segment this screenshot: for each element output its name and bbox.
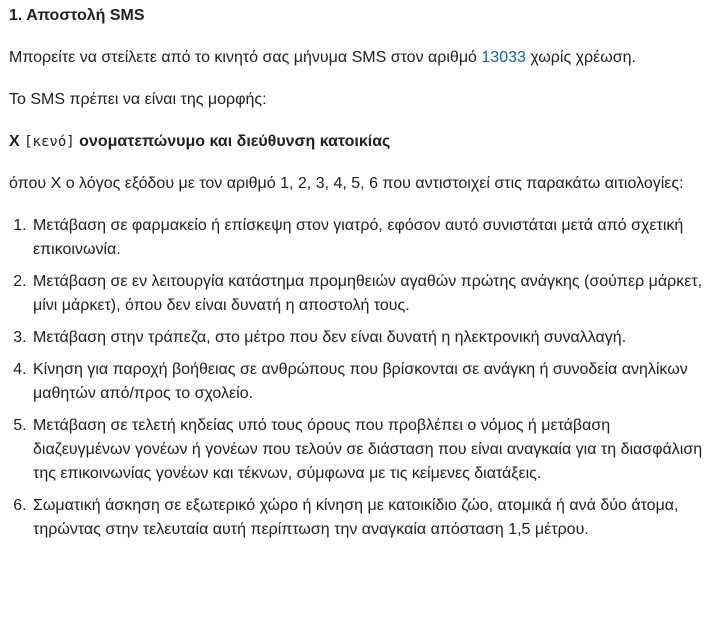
format-x: Χ [9, 133, 20, 150]
reasons-list [9, 214, 718, 542]
intro-paragraph [9, 46, 718, 70]
list-item: 4. Κίνηση για παροχή βοήθειας σε ανθρώπους που βρίσκονται σε ανάγκη ή συνοδεία ανηλίκων μαθητών από/προς το σχολείο. [31, 358, 703, 406]
format-intro: Το SMS πρέπει να είναι της μορφής: [9, 91, 267, 108]
intro-text-start: Μπορείτε να στείλετε από το κινητό σας μήνυμα SMS στον αριθμό [9, 49, 482, 66]
intro-text-end: χωρίς χρέωση. [525, 49, 636, 66]
list-item: 5. Μετάβαση σε τελετή κηδείας υπό τους όρους που προβλέπει ο νόμος ή μετάβαση διαζευγμένων γονέων ή γονέων που τελούν σε διάσταση που είναι αναγκαία για τη διασφάλιση της επικοινωνίας γονέων και τέκνων, σύμφωνα με τις κείμενες διατάξεις. [31, 414, 703, 486]
sms-format [9, 130, 718, 154]
sms-number-link[interactable]: 13033 [481, 49, 526, 66]
explanation-paragraph: όπου Χ ο λόγος εξόδου με τον αριθμό 1, 2, 3, 4, 5, 6 που αντιστοιχεί στις παρακάτω αιτιολογίες: [9, 175, 684, 192]
section-heading: 1. Αποστολή SMS [9, 7, 145, 24]
format-space-code: [κενό] [24, 134, 75, 150]
list-item: 3. Μετάβαση στην τράπεζα, στο μέτρο που δεν είναι δυνατή η ηλεκτρονική συναλλαγή. [31, 326, 703, 350]
list-item: 6. Σωματική άσκηση σε εξωτερικό χώρο ή κίνηση με κατοικίδιο ζώο, ατομικά ή ανά δύο άτομα, τηρώντας στην τελευταία αυτή περίπτωση την αναγκαία απόσταση 1,5 μέτρου. [31, 494, 703, 542]
list-item: 1. Μετάβαση σε φαρμακείο ή επίσκεψη στον γιατρό, εφόσον αυτό συνιστάται μετά από σχετική επικοινωνία. [31, 214, 703, 262]
list-item: 2. Μετάβαση σε εν λειτουργία κατάστημα προμηθειών αγαθών πρώτης ανάγκης (σούπερ μάρκετ, μίνι μάρκετ), όπου δεν είναι δυνατή η αποστολή τους. [31, 270, 703, 318]
format-rest: ονοματεπώνυμο και διεύθυνση κατοικίας [79, 133, 391, 150]
